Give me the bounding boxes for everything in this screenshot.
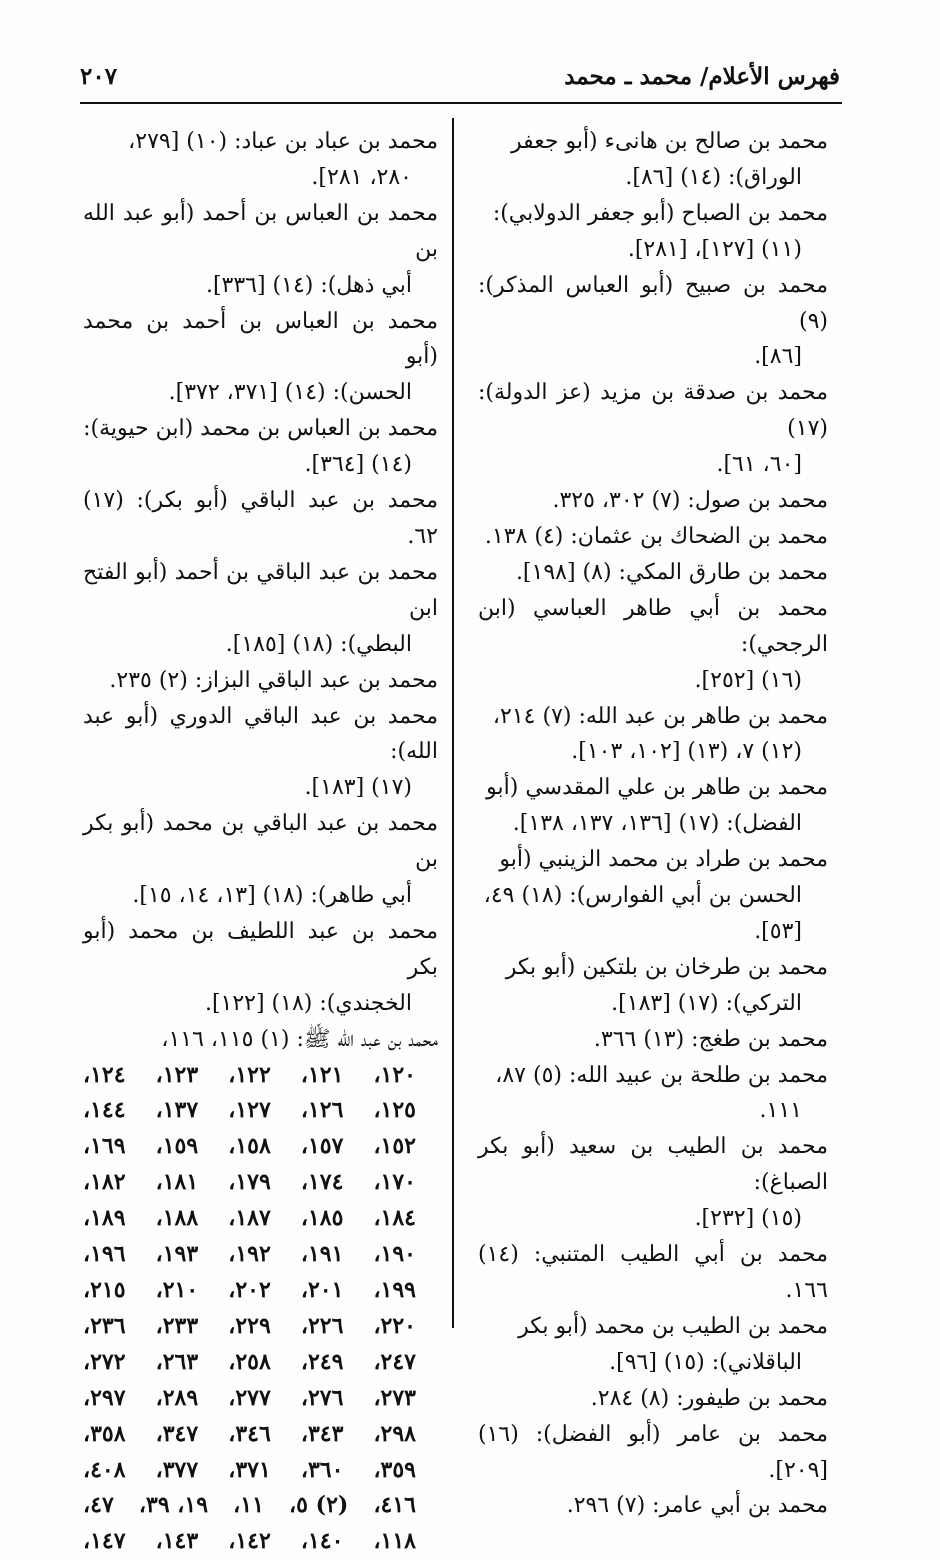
- page-ref: ١٤٢،: [228, 1528, 271, 1555]
- index-column-left: [83, 124, 438, 1560]
- column-divider: [452, 118, 454, 1328]
- page-ref: ٢٧٦،: [300, 1384, 344, 1411]
- page-ref: ١٤٤،: [83, 1097, 126, 1124]
- page-ref: ١٢٠،: [373, 1061, 416, 1088]
- page-ref: ١٩٢،: [228, 1241, 271, 1268]
- page-ref: ٢٠٢،: [228, 1277, 271, 1303]
- index-entry: [478, 770, 828, 842]
- index-entry: [83, 663, 438, 699]
- page-ref: ٣٧١،: [228, 1456, 271, 1483]
- index-entry: [478, 1129, 828, 1237]
- page-ref: ١٨٤،: [373, 1205, 416, 1232]
- page-ref: ١٩٩،: [373, 1277, 416, 1303]
- page-ref: ١٥٨،: [228, 1133, 271, 1160]
- index-entry: [83, 124, 438, 196]
- entry-heading: محمد بن عبد الباقي البزاز: (٢) ٢٣٥.: [109, 667, 438, 693]
- entry-heading: محمد بن طغج: (١٣) ٣٦٦.: [593, 1026, 828, 1052]
- page-number-row: [83, 1058, 438, 1094]
- entry-continuation: الفضل): (١٧) [١٣٦، ١٣٧، ١٣٨].: [512, 811, 802, 837]
- entry-heading: محمد بن عباد بن عباد: (١٠) [٢٧٩،: [128, 129, 438, 154]
- page-number-row: [83, 1345, 438, 1381]
- index-entry: [478, 519, 828, 555]
- entry-heading: محمد بن صول: (٧) ٣٠٢، ٣٢٥.: [552, 488, 828, 514]
- entry-heading: محمد بن الطيب بن سعيد (أبو بكر الصباغ):: [478, 1134, 828, 1196]
- page-ref: ٢٠١،: [300, 1277, 344, 1303]
- page-ref: ٢٢٠،: [373, 1312, 416, 1339]
- page-ref: ٢٥٨،: [228, 1348, 271, 1375]
- index-entry: [478, 1381, 828, 1417]
- page-number-row: [83, 1524, 438, 1560]
- page-ref: ١٨٥،: [300, 1205, 344, 1232]
- index-entry: [478, 699, 828, 771]
- page-ref: ١٩٣،: [155, 1241, 199, 1268]
- index-entry: [83, 806, 438, 914]
- page-ref: ٢٢٦،: [300, 1312, 344, 1339]
- index-entry: [478, 196, 828, 268]
- entry-heading: محمد بن العباس بن أحمد بن محمد (أبو: [83, 308, 438, 370]
- page-ref: ٢٧٢،: [83, 1348, 126, 1375]
- page-number-row: [83, 1453, 438, 1489]
- entry-continuation: أبي طاهر): (١٨) [١٣، ١٤، ١٥].: [132, 883, 412, 909]
- entry-heading: محمد بن عبد اللطيف بن محمد (أبو بكر: [83, 918, 438, 980]
- index-entry: [83, 1022, 438, 1058]
- page-ref: ٢٩٧،: [83, 1384, 126, 1411]
- entry-heading: محمد بن عامر (أبو الفضل): (١٦) [٢٠٩].: [478, 1421, 828, 1483]
- entry-heading: محمد بن عبد الله ﷺ: (١) ١١٥، ١١٦،: [161, 1026, 438, 1052]
- entry-heading: محمد بن طيفور: (٨) ٢٨٤.: [590, 1385, 828, 1411]
- page-ref: ١٧٤،: [300, 1169, 344, 1196]
- index-entry: [478, 555, 828, 591]
- page-ref: ١٩٠،: [373, 1241, 416, 1268]
- page-ref: ١٨٩،: [83, 1205, 126, 1232]
- header-rule: [80, 102, 842, 104]
- page-ref: ١٢٦،: [300, 1097, 344, 1124]
- page-ref: ٣٦٠،: [300, 1456, 344, 1483]
- page-ref: ١٨٨،: [155, 1205, 199, 1232]
- running-title: فهرس الأعلام/ محمد ـ محمد: [564, 62, 840, 90]
- page-ref: ٤٠٨،: [83, 1456, 126, 1483]
- entry-continuation: أبي ذهل): (١٤) [٣٣٦].: [205, 272, 412, 298]
- page-ref: ١٧٠،: [373, 1169, 416, 1196]
- index-entry: [478, 124, 828, 196]
- page-number-row: [83, 1165, 438, 1201]
- page-ref: ١٢٣،: [155, 1061, 199, 1088]
- entry-heading: محمد بن طلحة بن عبيد الله: (٥) ٨٧،: [495, 1062, 828, 1088]
- entry-heading: محمد بن طراد بن محمد الزينبي (أبو: [499, 847, 828, 873]
- index-entry: [478, 1237, 828, 1309]
- entry-continuation: (١٧) [١٨٣].: [304, 775, 412, 801]
- page-ref: ٢٧٧،: [228, 1384, 271, 1411]
- page-number-row: [83, 1309, 438, 1345]
- index-entry: [83, 304, 438, 412]
- entry-heading: محمد بن طارق المكي: (٨) [١٩٨].: [515, 559, 828, 585]
- entry-continuation: (١٥) [٢٣٢].: [694, 1206, 802, 1232]
- page-ref: ١٧٩،: [228, 1169, 271, 1196]
- index-entry: [478, 950, 828, 1022]
- index-entry: [478, 842, 828, 950]
- page-ref: ١٤٠،: [300, 1528, 344, 1555]
- index-entry: [83, 555, 438, 663]
- page-ref: ٤٧،: [83, 1492, 114, 1519]
- page-ref: ١٤٧،: [83, 1528, 126, 1555]
- page-ref: ١٢٥،: [373, 1097, 416, 1124]
- page-ref: ١٦٩،: [83, 1133, 126, 1160]
- entry-heading: محمد بن العباس بن أحمد (أبو عبد الله بن: [83, 200, 438, 262]
- page-ref: ١٤٣،: [155, 1528, 199, 1555]
- page-ref: ٣٤٦،: [228, 1420, 271, 1447]
- page-ref: ١٩١،: [300, 1241, 344, 1268]
- entry-continuation: [٥٣].: [754, 918, 802, 944]
- entry-heading: محمد بن أبي عامر: (٧) ٢٩٦.: [566, 1493, 828, 1519]
- page-ref: ١١،: [233, 1492, 264, 1519]
- page-ref: ٢٦٣،: [155, 1348, 199, 1375]
- page-ref: ٢١٠،: [155, 1277, 199, 1303]
- entry-continuation: (١٦) [٢٥٢].: [694, 667, 802, 693]
- entry-heading: محمد بن أبي طاهر العباسي (ابن الرجحي):: [478, 595, 828, 657]
- entry-continuation: الحسن بن أبي الفوارس): (١٨) ٤٩،: [483, 883, 802, 909]
- page-number-row: [83, 1488, 438, 1524]
- entry-continuation: [٨٦].: [754, 344, 802, 370]
- index-entry: [83, 411, 438, 483]
- page-ref: ١٢٢،: [228, 1061, 271, 1088]
- page-header: [80, 52, 840, 100]
- index-entry: [478, 483, 828, 519]
- page-number-row: [83, 1201, 438, 1237]
- index-entry: [83, 699, 438, 807]
- index-column-right: [478, 124, 828, 1524]
- page-ref: ١١٨،: [373, 1528, 416, 1555]
- page-ref: ١٥٩،: [155, 1133, 199, 1160]
- page-ref: ٤١٦،: [373, 1492, 416, 1519]
- page-ref: ٣٥٨،: [83, 1420, 126, 1447]
- entry-continuation: الباقلاني): (١٥) [٩٦].: [609, 1349, 802, 1375]
- entry-heading: محمد بن الضحاك بن عثمان: (٤) ١٣٨.: [484, 523, 828, 549]
- index-entry: [478, 1058, 828, 1130]
- page-ref: ٣٤٣،: [300, 1420, 344, 1447]
- page-ref: ١٩، ٣٩،: [138, 1492, 209, 1519]
- page-ref: ٣٤٧،: [155, 1420, 199, 1447]
- index-entry: [83, 483, 438, 555]
- entry-heading: محمد بن العباس بن محمد (ابن حيوية):: [83, 416, 438, 442]
- entry-continuation: (١٤) [٣٦٤].: [304, 452, 412, 478]
- entry-continuation: البطي): (١٨) [١٨٥].: [225, 631, 412, 657]
- index-entry: [83, 196, 438, 304]
- page-ref: ١٥٢،: [373, 1133, 416, 1160]
- entry-heading: محمد بن عبد الباقي الدوري (أبو عبد الله):: [83, 703, 438, 765]
- entry-heading: محمد بن طاهر بن علي المقدسي (أبو: [486, 775, 828, 801]
- entry-continuation: (١١) [١٢٧]، [٢٨١].: [627, 236, 802, 262]
- entry-heading: محمد بن أبي الطيب المتنبي: (١٤) ١٦٦.: [478, 1242, 828, 1303]
- index-entry: [478, 375, 828, 483]
- page-ref: ١٢٤،: [83, 1061, 126, 1088]
- page-ref: ٢٣٦،: [83, 1312, 126, 1339]
- page-number-row: [83, 1237, 438, 1273]
- entry-heading: محمد بن صالح بن هانىء (أبو جعفر: [510, 129, 828, 154]
- page-number: ٢٠٧: [80, 62, 118, 90]
- page-ref: ٢٧٣،: [373, 1384, 416, 1411]
- entry-continuation: التركي): (١٧) [١٨٣].: [611, 990, 802, 1016]
- entry-heading: محمد بن عبد الباقي (أبو بكر): (١٧) ٦٢.: [83, 488, 438, 549]
- page-ref: ١٥٧،: [300, 1133, 344, 1160]
- index-entry: [478, 1488, 828, 1524]
- entry-heading: محمد بن صبيح (أبو العباس المذكر): (٩): [478, 272, 828, 334]
- entry-heading: محمد بن صدقة بن مزيد (عز الدولة): (١٧): [478, 380, 828, 442]
- page-ref: ١٨٧،: [228, 1205, 271, 1232]
- page-number-row: [83, 1417, 438, 1453]
- entry-heading: محمد بن الطيب بن محمد (أبو بكر: [518, 1313, 828, 1339]
- page-number-row: [83, 1129, 438, 1165]
- entry-heading: محمد بن طرخان بن بلتكين (أبو بكر: [505, 954, 828, 980]
- page-ref: ٢٨٩،: [155, 1384, 199, 1411]
- page-number-row: [83, 1273, 438, 1309]
- entry-heading: محمد بن طاهر بن عبد الله: (٧) ٢١٤،: [492, 703, 828, 729]
- entry-continuation: الوراق): (١٤) [٨٦].: [625, 164, 802, 190]
- page-ref: ٢١٥،: [83, 1277, 126, 1303]
- index-entry: [478, 1022, 828, 1058]
- page-ref: ٢٤٧،: [373, 1348, 416, 1375]
- page-ref: ١٣٧،: [155, 1097, 199, 1124]
- page-ref: ٢٢٩،: [228, 1312, 271, 1339]
- page-number-row: [83, 1093, 438, 1129]
- entry-continuation: ٢٨٠، ٢٨١].: [311, 164, 412, 190]
- page-ref: ١٨١،: [155, 1169, 199, 1196]
- page-ref: ١٢١،: [300, 1061, 344, 1088]
- index-entry: [478, 268, 828, 376]
- index-entry: [478, 1309, 828, 1381]
- page-ref: ٣٧٧،: [155, 1456, 199, 1483]
- entry-continuation: الحسن): (١٤) [٣٧١، ٣٧٢].: [168, 380, 412, 406]
- page-ref: ١٩٦،: [83, 1241, 126, 1268]
- entry-heading: محمد بن عبد الباقي بن محمد (أبو بكر بن: [83, 811, 438, 873]
- entry-continuation: [٦٠، ٦١].: [716, 452, 802, 478]
- page-ref: ٢٣٣،: [155, 1312, 199, 1339]
- entry-continuation: (١٢) ٧، (١٣) [١٠٢، ١٠٣].: [571, 739, 802, 765]
- page-ref: ٣٥٩،: [373, 1456, 416, 1483]
- page-ref: (٢) ٥،: [289, 1492, 349, 1519]
- page-ref: ٢٤٩،: [300, 1348, 344, 1375]
- page-ref: ٢٩٨،: [373, 1420, 416, 1447]
- page-number-row: [83, 1381, 438, 1417]
- index-entry: [83, 914, 438, 1022]
- entry-continuation: ١١١.: [759, 1098, 802, 1124]
- entry-continuation: الخجندي): (١٨) [١٢٢].: [204, 990, 412, 1016]
- entry-heading: محمد بن عبد الباقي بن أحمد (أبو الفتح ابن: [83, 559, 438, 621]
- page-ref: ١٢٧،: [228, 1097, 271, 1124]
- index-entry: [478, 1417, 828, 1489]
- index-entry: [478, 591, 828, 699]
- entry-heading: محمد بن الصباح (أبو جعفر الدولابي):: [492, 200, 828, 226]
- page-ref: ١٨٢،: [83, 1169, 126, 1196]
